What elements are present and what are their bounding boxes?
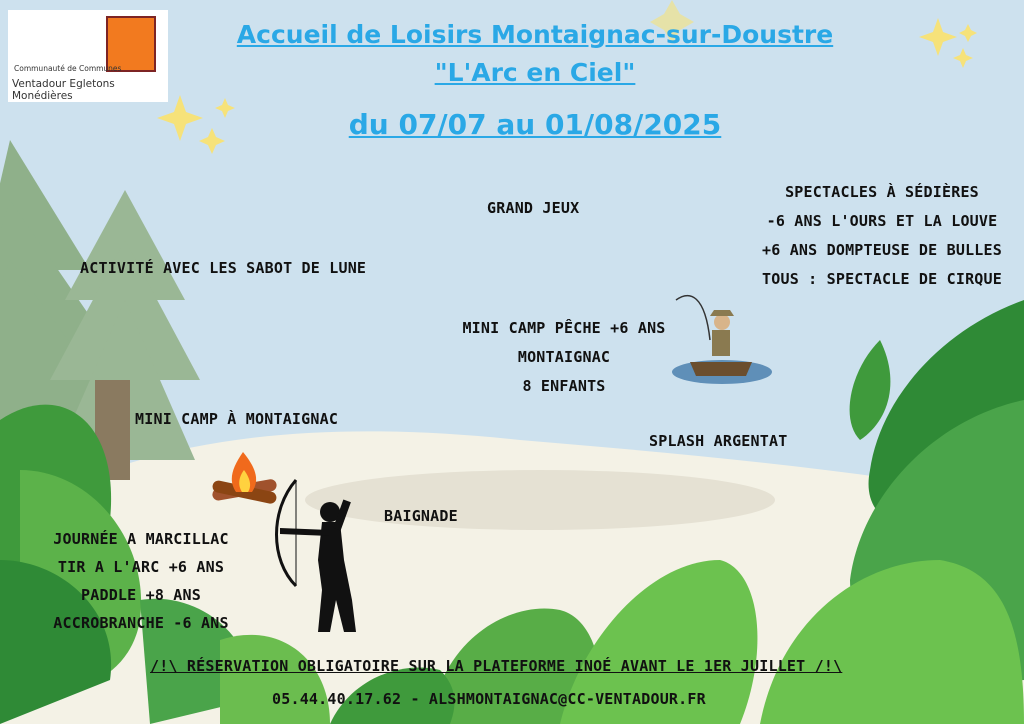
fisherman-icon bbox=[672, 296, 772, 384]
activity-mini-camp: MINI CAMP À MONTAIGNAC bbox=[135, 410, 339, 428]
contact-info: 05.44.40.17.62 - ALSHMONTAIGNAC@CC-VENTADOUR.FR bbox=[272, 690, 706, 708]
spectacles-line: TOUS : SPECTACLE DE CIRQUE bbox=[762, 270, 1002, 288]
peche-line: 8 ENFANTS bbox=[522, 377, 606, 395]
water-pool bbox=[305, 470, 775, 530]
spectacles-line: +6 ANS DOMPTEUSE DE BULLES bbox=[762, 241, 1002, 259]
activity-sabot: ACTIVITÉ AVEC LES SABOT DE LUNE bbox=[80, 259, 367, 277]
spectacles-line: SPECTACLES À SÉDIÈRES bbox=[785, 183, 979, 201]
marcillac-line: ACCROBRANCHE -6 ANS bbox=[53, 614, 229, 632]
marcillac-line: PADDLE +8 ANS bbox=[81, 586, 201, 604]
reservation-notice: /!\ RÉSERVATION OBLIGATOIRE SUR LA PLATEFORME INOÉ AVANT LE 1ER JUILLET /!\ bbox=[150, 657, 843, 675]
logo-line1: Communauté de Communes bbox=[14, 64, 122, 73]
page-subtitle: "L'Arc en Ciel" bbox=[434, 58, 636, 87]
activity-splash: SPLASH ARGENTAT bbox=[649, 432, 788, 450]
page-title: Accueil de Loisirs Montaignac-sur-Doustre bbox=[236, 20, 834, 49]
activity-grand-jeux: GRAND JEUX bbox=[487, 199, 580, 217]
marcillac-line: TIR A L'ARC +6 ANS bbox=[57, 558, 225, 576]
peche-line: MONTAIGNAC bbox=[517, 348, 611, 366]
marcillac-line: JOURNÉE A MARCILLAC bbox=[53, 530, 229, 548]
activity-spectacles bbox=[748, 178, 1016, 294]
activity-marcillac bbox=[28, 525, 254, 637]
activity-peche bbox=[452, 314, 676, 401]
logo-line2: Ventadour Egletons Monédières bbox=[12, 78, 115, 102]
peche-line: MINI CAMP PÊCHE +6 ANS bbox=[462, 319, 666, 337]
activity-baignade: BAIGNADE bbox=[384, 507, 458, 525]
page-dates: du 07/07 au 01/08/2025 bbox=[348, 108, 722, 141]
spectacles-line: -6 ANS L'OURS ET LA LOUVE bbox=[766, 212, 998, 230]
